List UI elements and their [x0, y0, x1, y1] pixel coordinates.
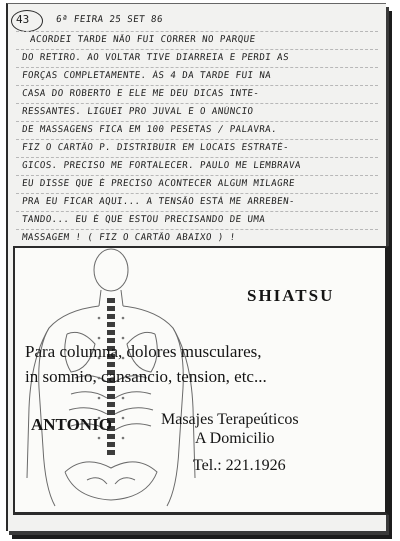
ruled-line — [16, 139, 378, 140]
entry-line: FIZ O CARTÃO P. DISTRIBUIR EM LOCAIS ESTRATÉ- — [21, 142, 290, 153]
ruled-line — [16, 31, 378, 32]
ruled-line — [16, 49, 378, 50]
ruled-line — [16, 157, 378, 158]
card-service-home: A Domicilio — [195, 430, 275, 447]
entry-line: MASSAGEM ! ( FIZ O CARTÃO ABAIXO ) ! — [21, 232, 237, 243]
card-indications-line2: in somnio, cansancio, tension, etc... — [25, 367, 267, 386]
page-number: 43 — [16, 13, 30, 26]
card-service-massage: Masajes Terapeúticos — [161, 411, 299, 428]
ruled-line — [16, 229, 378, 230]
entry-line: FORÇAS COMPLETAMENTE. ÀS 4 DA TARDE FUI NA — [21, 70, 272, 81]
entry-date: 6ª FEIRA 25 SET 86 — [55, 14, 164, 25]
ruled-line — [16, 211, 378, 212]
shiatsu-business-card — [13, 246, 389, 515]
card-therapist-name: ANTONIO — [31, 415, 112, 434]
card-indications-line1: Para columna, dolores musculares, — [25, 342, 262, 361]
entry-line: CASA DO ROBERTO E ELE ME DEU DICAS INTE- — [21, 88, 260, 99]
ruled-line — [16, 85, 378, 86]
entry-line: GICOS. PRECISO ME FORTALECER. PAULO ME LEMBRAVA — [21, 160, 302, 171]
ruled-line — [16, 175, 378, 176]
ruled-line — [16, 67, 378, 68]
card-phone: Tel.: 221.1926 — [193, 457, 286, 474]
ruled-line — [16, 121, 378, 122]
card-title: SHIATSU — [247, 286, 335, 305]
entry-line: DE MASSAGENS FICA EM 100 PESETAS / PALAVRA. — [21, 124, 278, 135]
ruled-line — [16, 193, 378, 194]
ruled-line — [16, 103, 378, 104]
entry-line: EU DISSE QUE É PRECISO ACONTECER ALGUM MILAGRE — [21, 178, 296, 189]
entry-line: PRA EU FICAR AQUI... A TENSÃO ESTÁ ME ARREBEN- — [21, 196, 296, 207]
entry-line: TANDO... EU É QUE ESTOU PRECISANDO DE UMA — [21, 214, 266, 225]
entry-line: ACORDEI TARDE NÃO FUI CORRER NO PARQUE — [29, 34, 256, 45]
entry-line: DO RETIRO. AO VOLTAR TIVE DIARREIA E PERDI AS — [21, 52, 290, 63]
entry-line: RESSANTES. LIGUEI PRO JUVAL E O ANÚNCIO — [21, 106, 254, 117]
